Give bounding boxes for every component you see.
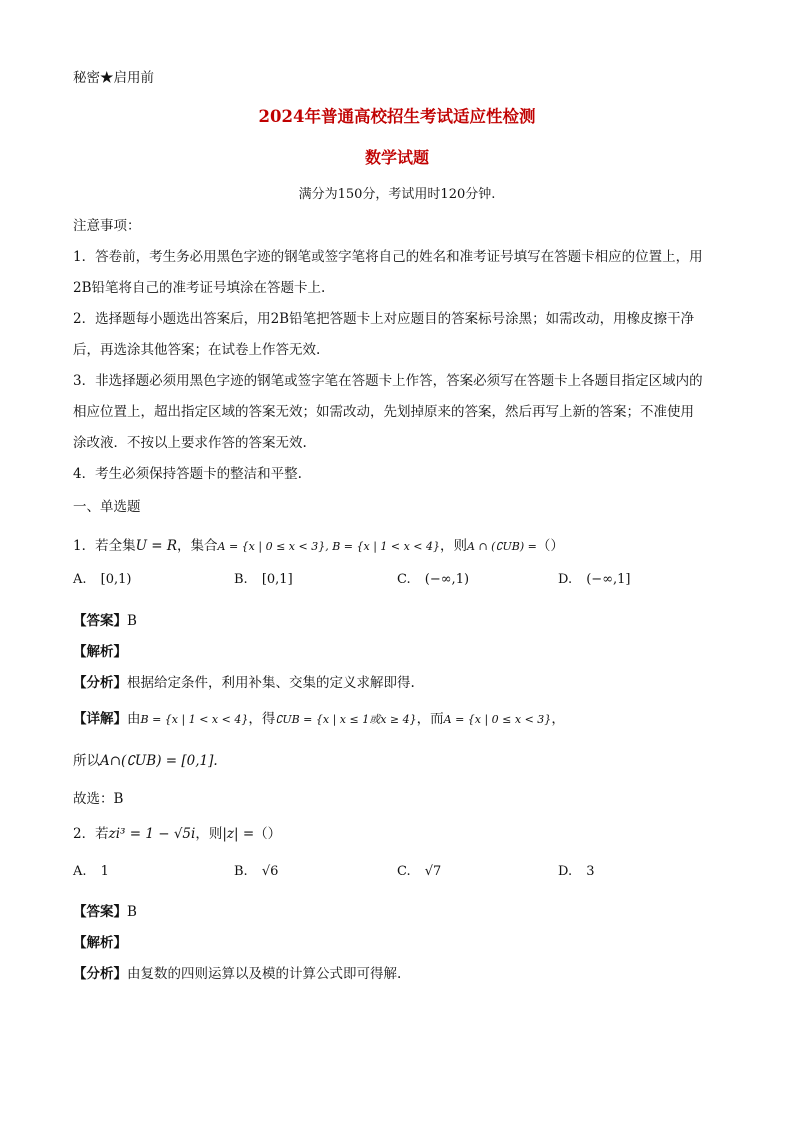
q2-abs: |z| = [222, 826, 255, 842]
note-4: 4．考生必须保持答题卡的整洁和平整. [73, 466, 302, 482]
q2-prefix: 2．若 [73, 826, 109, 842]
q2-option-d-letter: D. [558, 864, 573, 879]
q2-paren: （） [254, 826, 282, 842]
q2-option-b [234, 864, 278, 879]
q2-option-b-value: √6 [261, 864, 279, 879]
q1-option-b-letter: B. [234, 572, 248, 587]
subject-title: 数学试题 [364, 148, 429, 167]
q1-option-d [558, 572, 631, 587]
q1-option-c [397, 572, 469, 587]
note-3-line-3: 涂改液．不按以上要求作答的答案无效. [73, 435, 307, 451]
q1-fenxi-text: 根据给定条件，利用补集、交集的定义求解即得. [127, 675, 415, 691]
q1-answer-value: B [127, 613, 137, 629]
q1-xj-3: ，得 [248, 711, 276, 727]
q1-answer-tag: 【答案】 [73, 613, 127, 629]
q1-universal-set: U = R [135, 538, 178, 554]
q1-analysis-tag: 【解析】 [73, 644, 127, 660]
q1-xiangjie [73, 707, 565, 727]
q1-then: ，则 [440, 538, 468, 554]
q1-answer [73, 609, 137, 629]
q1-prefix: 1．若全集 [73, 538, 136, 554]
q1-conclusion [73, 749, 218, 769]
note-3-line-2: 相应位置上，超出指定区域的答案无效；如需改动，先划掉原来的答案，然后再写上新的答案；不准使用 [73, 404, 694, 420]
note-2-line-2: 后，再选涂其他答案；在试卷上作答无效. [73, 342, 321, 358]
q1-sets: A = {x | 0 ≤ x < 3}, B = {x | 1 < x < 4} [217, 540, 441, 553]
note-2-line-1: 2．选择题每小题选出答案后，用2B铅笔把答题卡上对应题目的答案标号涂黑；如需改动，用橡皮擦干净 [73, 311, 695, 327]
q2-answer-tag: 【答案】 [73, 904, 127, 920]
q1-option-b-value: [0,1] [261, 572, 293, 587]
q1-so-expression: A∩(∁UB) = [0,1]. [100, 753, 218, 769]
note-1-line-2: 2B铅笔将自己的准考证号填涂在答题卡上. [73, 280, 326, 296]
question-1-stem [73, 534, 564, 554]
q2-answer-value: B [127, 904, 137, 920]
score-time-note: 满分为150分，考试用时120分钟. [298, 187, 496, 202]
q1-option-a [73, 572, 132, 587]
q2-option-a-letter: A. [73, 864, 87, 879]
question-2-stem [73, 822, 281, 842]
q1-option-d-value: (−∞,1] [586, 572, 631, 587]
q1-mid: ，集合 [177, 538, 218, 554]
secret-label: 秘密★启用前 [73, 70, 154, 86]
q2-option-a-value: 1 [100, 864, 109, 879]
q1-xj-2: B = {x | 1 < x < 4} [140, 713, 249, 726]
q1-choose: 故选：B [73, 791, 124, 807]
q2-option-d [558, 864, 595, 879]
notes-heading: 注意事项： [73, 218, 141, 234]
q1-xj-1: 由 [127, 711, 141, 727]
q2-option-a [73, 864, 109, 879]
q2-option-c [397, 864, 441, 879]
q2-fenxi-text: 由复数的四则运算以及模的计算公式即可得解. [127, 966, 402, 982]
q1-expression: A ∩ (∁UB) = [467, 540, 537, 553]
q2-option-b-letter: B. [234, 864, 248, 879]
q2-answer [73, 900, 137, 920]
q1-xj-5: ，而 [416, 711, 444, 727]
q1-paren: （） [536, 538, 564, 554]
q1-fenxi [73, 671, 415, 691]
section-title: 一、单选题 [73, 499, 141, 515]
note-3-line-1: 3．非选择题必须用黑色字迹的钢笔或签字笔在答题卡上作答，答案必须写在答题卡上各题目指定区域内的 [73, 373, 703, 389]
q2-fenxi [73, 962, 401, 982]
q2-equation: zi³ = 1 − √5i [108, 826, 196, 842]
q1-xj-6: A = {x | 0 ≤ x < 3} [443, 713, 552, 726]
q1-option-a-value: [0,1) [100, 572, 132, 587]
q1-option-b [234, 572, 293, 587]
q1-so-prefix: 所以 [73, 753, 100, 769]
q1-option-c-value: (−∞,1) [424, 572, 470, 587]
q1-option-a-letter: A. [73, 572, 87, 587]
q2-fenxi-tag: 【分析】 [73, 966, 127, 982]
q2-option-c-letter: C. [397, 864, 411, 879]
q1-xj-4: ∁UB = {x | x ≤ 1或x ≥ 4} [275, 713, 417, 726]
q2-analysis-tag: 【解析】 [73, 935, 127, 951]
q2-option-d-value: 3 [586, 864, 595, 879]
exam-title: 2024年普通高校招生考试适应性检测 [258, 107, 536, 126]
note-1-line-1: 1．答卷前，考生务必用黑色字迹的钢笔或签字笔将自己的姓名和准考证号填写在答题卡相应的位置上，用 [73, 249, 703, 265]
q1-fenxi-tag: 【分析】 [73, 675, 127, 691]
q2-option-c-value: √7 [424, 864, 442, 879]
q2-then: ，则 [195, 826, 223, 842]
q1-xiangjie-tag: 【详解】 [73, 711, 127, 727]
q1-xj-7: ， [551, 711, 565, 727]
q1-option-d-letter: D. [558, 572, 573, 587]
q1-option-c-letter: C. [397, 572, 411, 587]
